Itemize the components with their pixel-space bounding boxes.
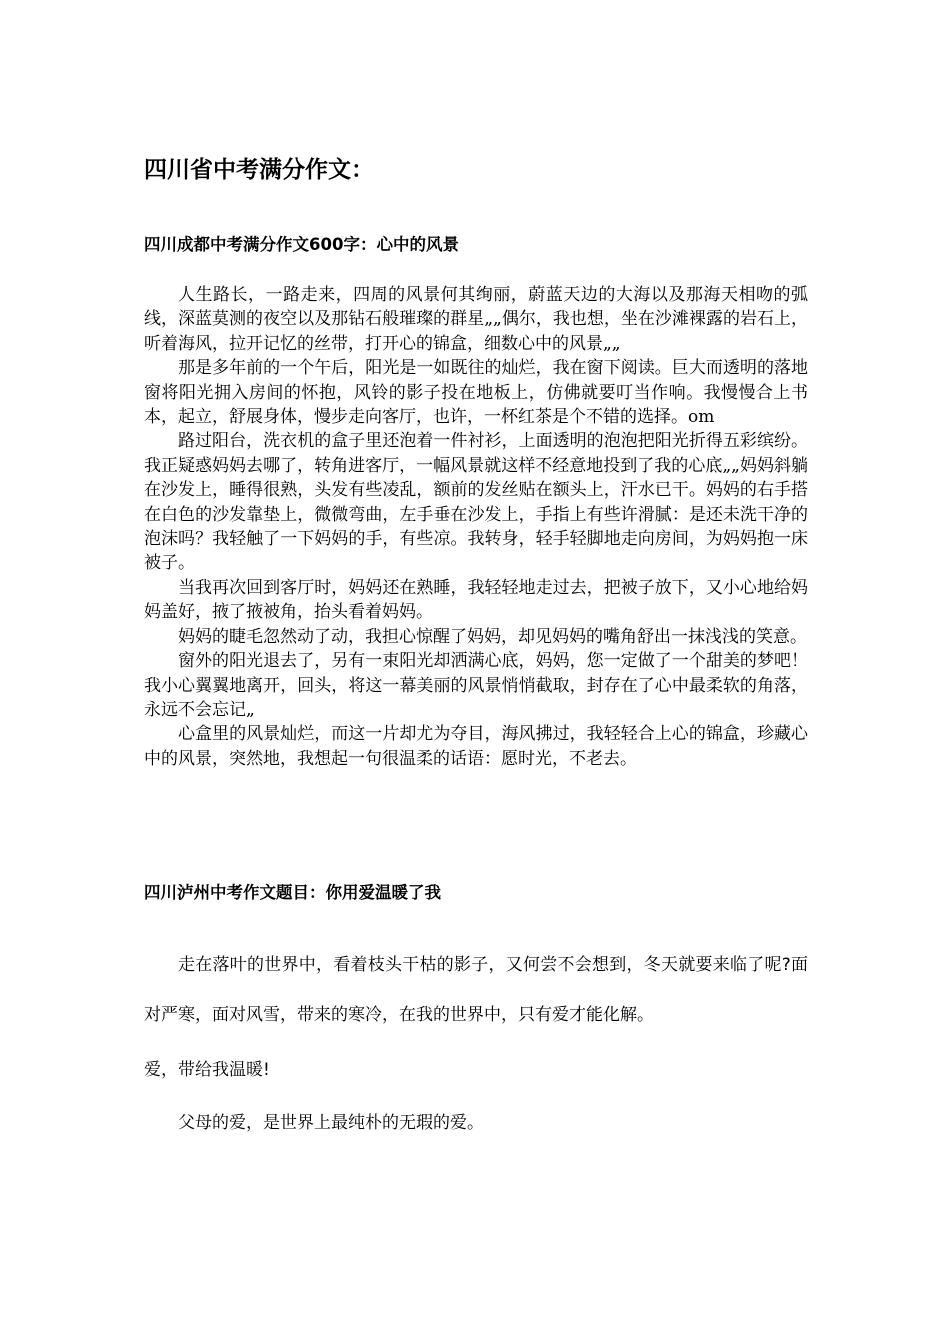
essay-paragraph: 路过阳台，洗衣机的盒子里还泡着一件衬衫，上面透明的泡泡把阳光折得五彩缤纷。我正疑惑妈妈去哪了，转角进客厅，一幅风景就这样不经意地投到了我的心底„„妈妈斜躺在沙发上，睡得很熟，头发有些凌乱，额前的发丝贴在额头上，汗水已干。妈妈的右手搭在白色的沙发靠垫上，微微弯曲，左手垂在沙发上，手指上有些许滑腻：是还未洗干净的泡沫吗？我轻触了一下妈妈的手，有些凉。我转身，轻手轻脚地走向房间，为妈妈抱一床被子。 bbox=[144, 431, 808, 574]
essay-luzhou-body bbox=[144, 940, 808, 1138]
essay-paragraph: 窗外的阳光退去了，另有一束阳光却洒满心底，妈妈，您一定做了一个甜美的梦吧！我小心翼翼地离开，回头，将这一幕美丽的风景悄悄截取，封存在了心中最柔软的角落，永远不会忘记„ bbox=[144, 651, 808, 720]
essay-paragraph: 妈妈的睫毛忽然动了动，我担心惊醒了妈妈，却见妈妈的嘴角舒出一抹浅浅的笑意。 bbox=[178, 626, 807, 647]
essay-paragraph: 父母的爱，是世界上最纯朴的无瑕的爱。 bbox=[178, 1113, 484, 1133]
essay-paragraph: 爱，带给我温暖! bbox=[144, 1060, 270, 1080]
document-title: 四川省中考满分作文： bbox=[144, 157, 374, 183]
essay-paragraph: 心盒里的风景灿烂，而这一片却尤为夺目，海风拂过，我轻轻合上心的锦盒，珍藏心中的风景，突然地，我想起一句很温柔的话语：愿时光，不老去。 bbox=[144, 724, 808, 769]
essay-paragraph: 那是多年前的一个午后，阳光是一如既往的灿烂，我在窗下阅读。巨大而透明的落地窗将阳光拥入房间的怀抱，风铃的影子投在地板上，仿佛就要叮当作响。我慢慢合上书本，起立，舒展身体，慢步走向客厅，也许，一杯红茶是个不错的选择。om bbox=[144, 358, 808, 428]
essay-chengdu-body bbox=[144, 283, 808, 771]
section-heading-luzhou: 四川泸州中考作文题目：你用爱温暖了我 bbox=[144, 883, 441, 902]
essay-paragraph: 当我再次回到客厅时，妈妈还在熟睡，我轻轻地走过去，把被子放下，又小心地给妈妈盖好，掖了掖被角，抬头看着妈妈。 bbox=[144, 577, 808, 623]
essay-paragraph: 走在落叶的世界中，看着枝头干枯的影子，又何尝不会想到，冬天就要来临了呢?面对严寒，面对风雪，带来的寒冷，在我的世界中，只有爱才能化解。 bbox=[144, 955, 808, 1025]
section-heading-chengdu: 四川成都中考满分作文600字：心中的风景 bbox=[144, 235, 459, 254]
essay-paragraph: 人生路长，一路走来，四周的风景何其绚丽，蔚蓝天边的大海以及那海天相吻的弧线，深蓝莫测的夜空以及那钻石般璀璨的群星„„偶尔，我也想，坐在沙滩裸露的岩石上，听着海风，拉开记忆的丝带，打开心的锦盒，细数心中的风景„„ bbox=[144, 285, 808, 354]
